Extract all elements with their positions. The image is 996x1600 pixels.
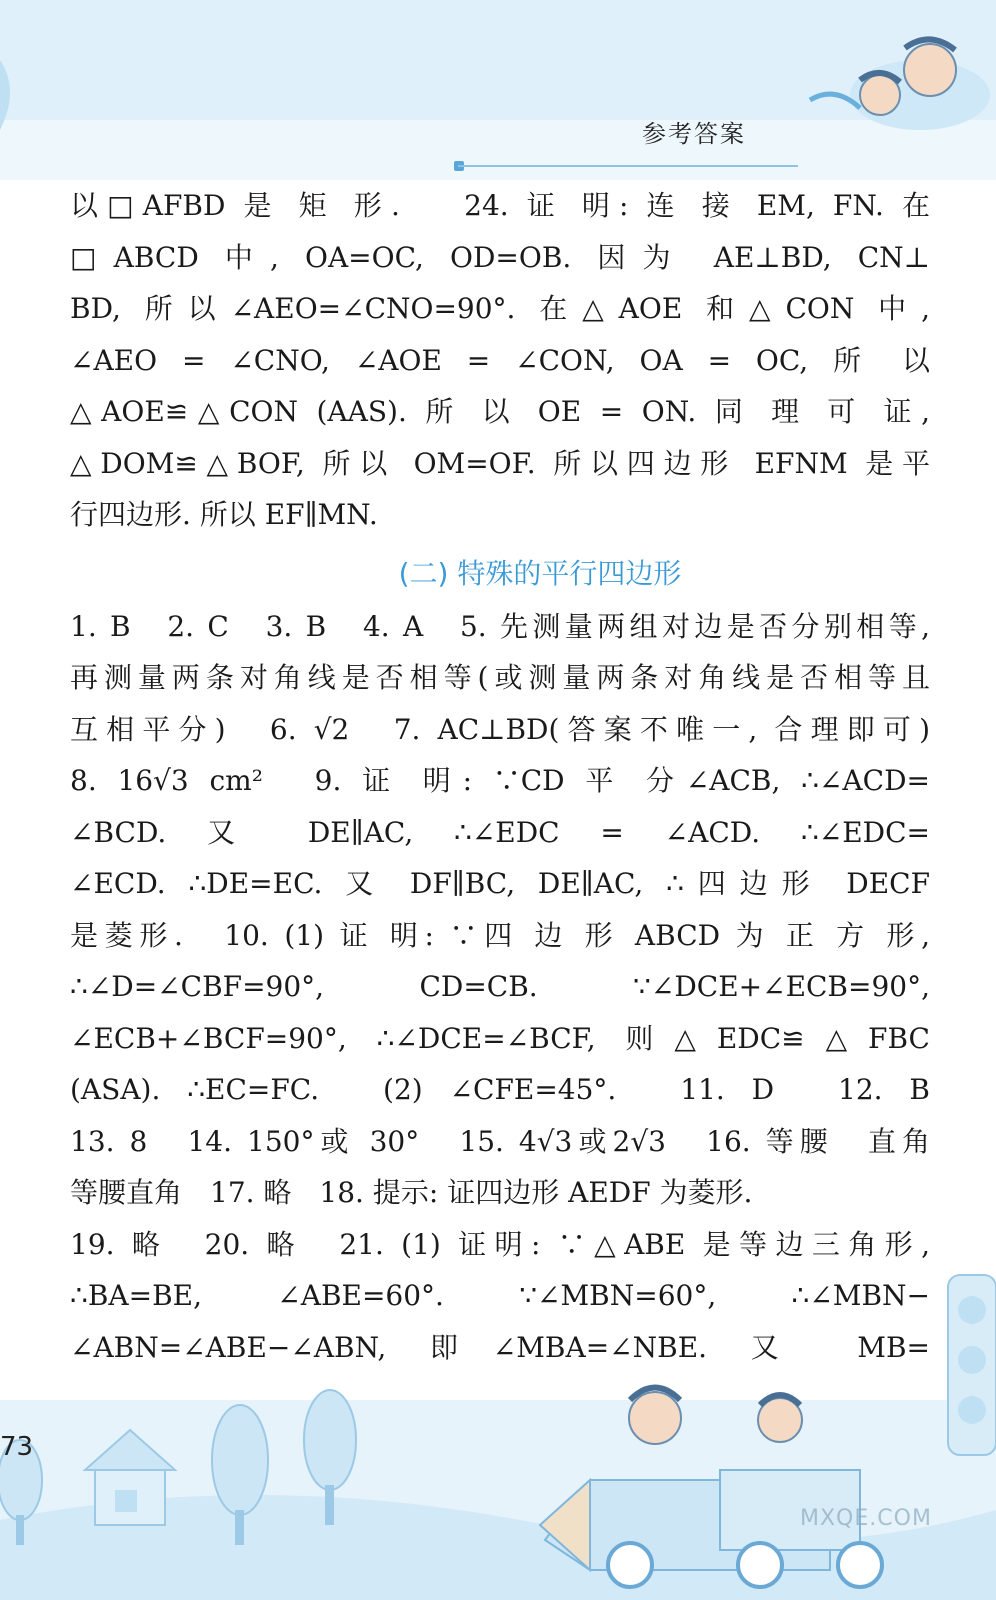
text-line: ∠AEO = ∠CNO, ∠AOE = ∠CON, OA = OC, 所 以 xyxy=(70,343,930,377)
traffic-light-decoration xyxy=(948,1275,996,1455)
text-line: 再测量两条对角线是否相等(或测量两条对角线是否相等且 xyxy=(70,661,930,694)
header-divider xyxy=(458,165,798,167)
text-line: △AOE≌△CON (AAS). 所 以 OE = ON. 同 理 可 证, xyxy=(70,395,930,428)
text-line: ∠BCD. 又 DE∥AC, ∴∠EDC = ∠ACD. ∴∠EDC= xyxy=(70,815,930,849)
text-line: (ASA). ∴EC=FC. (2) ∠CFE=45°. 11. D 12. B xyxy=(70,1073,930,1106)
text-line: ∠ECD. ∴DE=EC. 又 DF∥BC, DE∥AC, ∴四边形 DECF xyxy=(70,867,930,900)
text-line: ∴∠D=∠CBF=90°, CD=CB. ∵∠DCE+∠ECB=90°, xyxy=(70,970,930,1003)
text-line: 13. 8 14. 150°或 30° 15. 4√3或2√3 16. 等腰 直角 xyxy=(70,1124,930,1158)
section-title: (二) 特殊的平行四边形 xyxy=(398,556,682,590)
text-line: BD, 所以∠AEO=∠CNO=90°. 在△AOE 和△CON 中, xyxy=(70,292,930,325)
text-line: ∴BA=BE, ∠ABE=60°. ∵∠MBN=60°, ∴∠MBN− xyxy=(70,1279,930,1312)
answer-content xyxy=(70,180,930,1373)
top-band-fade xyxy=(0,120,996,180)
page-number: 73 xyxy=(0,1432,34,1462)
text-line: 以□AFBD 是 矩 形. 24. 证 明: 连 接 EM, FN. 在 xyxy=(70,189,930,222)
text-line: 是菱形. 10. (1) 证 明: ∵四 边 形 ABCD 为 正 方 形, xyxy=(70,918,930,952)
text-line: 互相平分) 6. √2 7. AC⊥BD(答案不唯一, 合理即可) xyxy=(70,712,930,746)
text-line: ∠ECB+∠BCF=90°, ∴∠DCE=∠BCF, 则△EDC≌△FBC xyxy=(70,1021,930,1055)
text-line: 1. B 2. C 3. B 4. A 5. 先测量两组对边是否分别相等, xyxy=(70,609,930,643)
text-line: □ABCD 中, OA=OC, OD=OB. 因为 AE⊥BD, CN⊥ xyxy=(70,240,930,274)
header-title: 参考答案 xyxy=(642,120,746,148)
text-line: △DOM≌△BOF, 所以 OM=OF. 所以四边形 EFNM 是平 xyxy=(70,446,930,480)
text-line: ∠ABN=∠ABE−∠ABN, 即∠MBA=∠NBE. 又 MB= xyxy=(70,1330,930,1364)
text-line: 行四边形. 所以 EF∥MN. xyxy=(70,498,378,531)
text-line: 等腰直角 17. 略 18. 提示: 证四边形 AEDF 为菱形. xyxy=(70,1176,753,1209)
text-line: 8. 16√3 cm² 9. 证 明: ∵CD 平 分∠ACB, ∴∠ACD= xyxy=(70,764,930,797)
watermark: MXQE.COM xyxy=(800,1506,932,1531)
text-line: 19. 略 20. 略 21. (1) 证明: ∵△ABE 是等边三角形, xyxy=(70,1227,930,1261)
